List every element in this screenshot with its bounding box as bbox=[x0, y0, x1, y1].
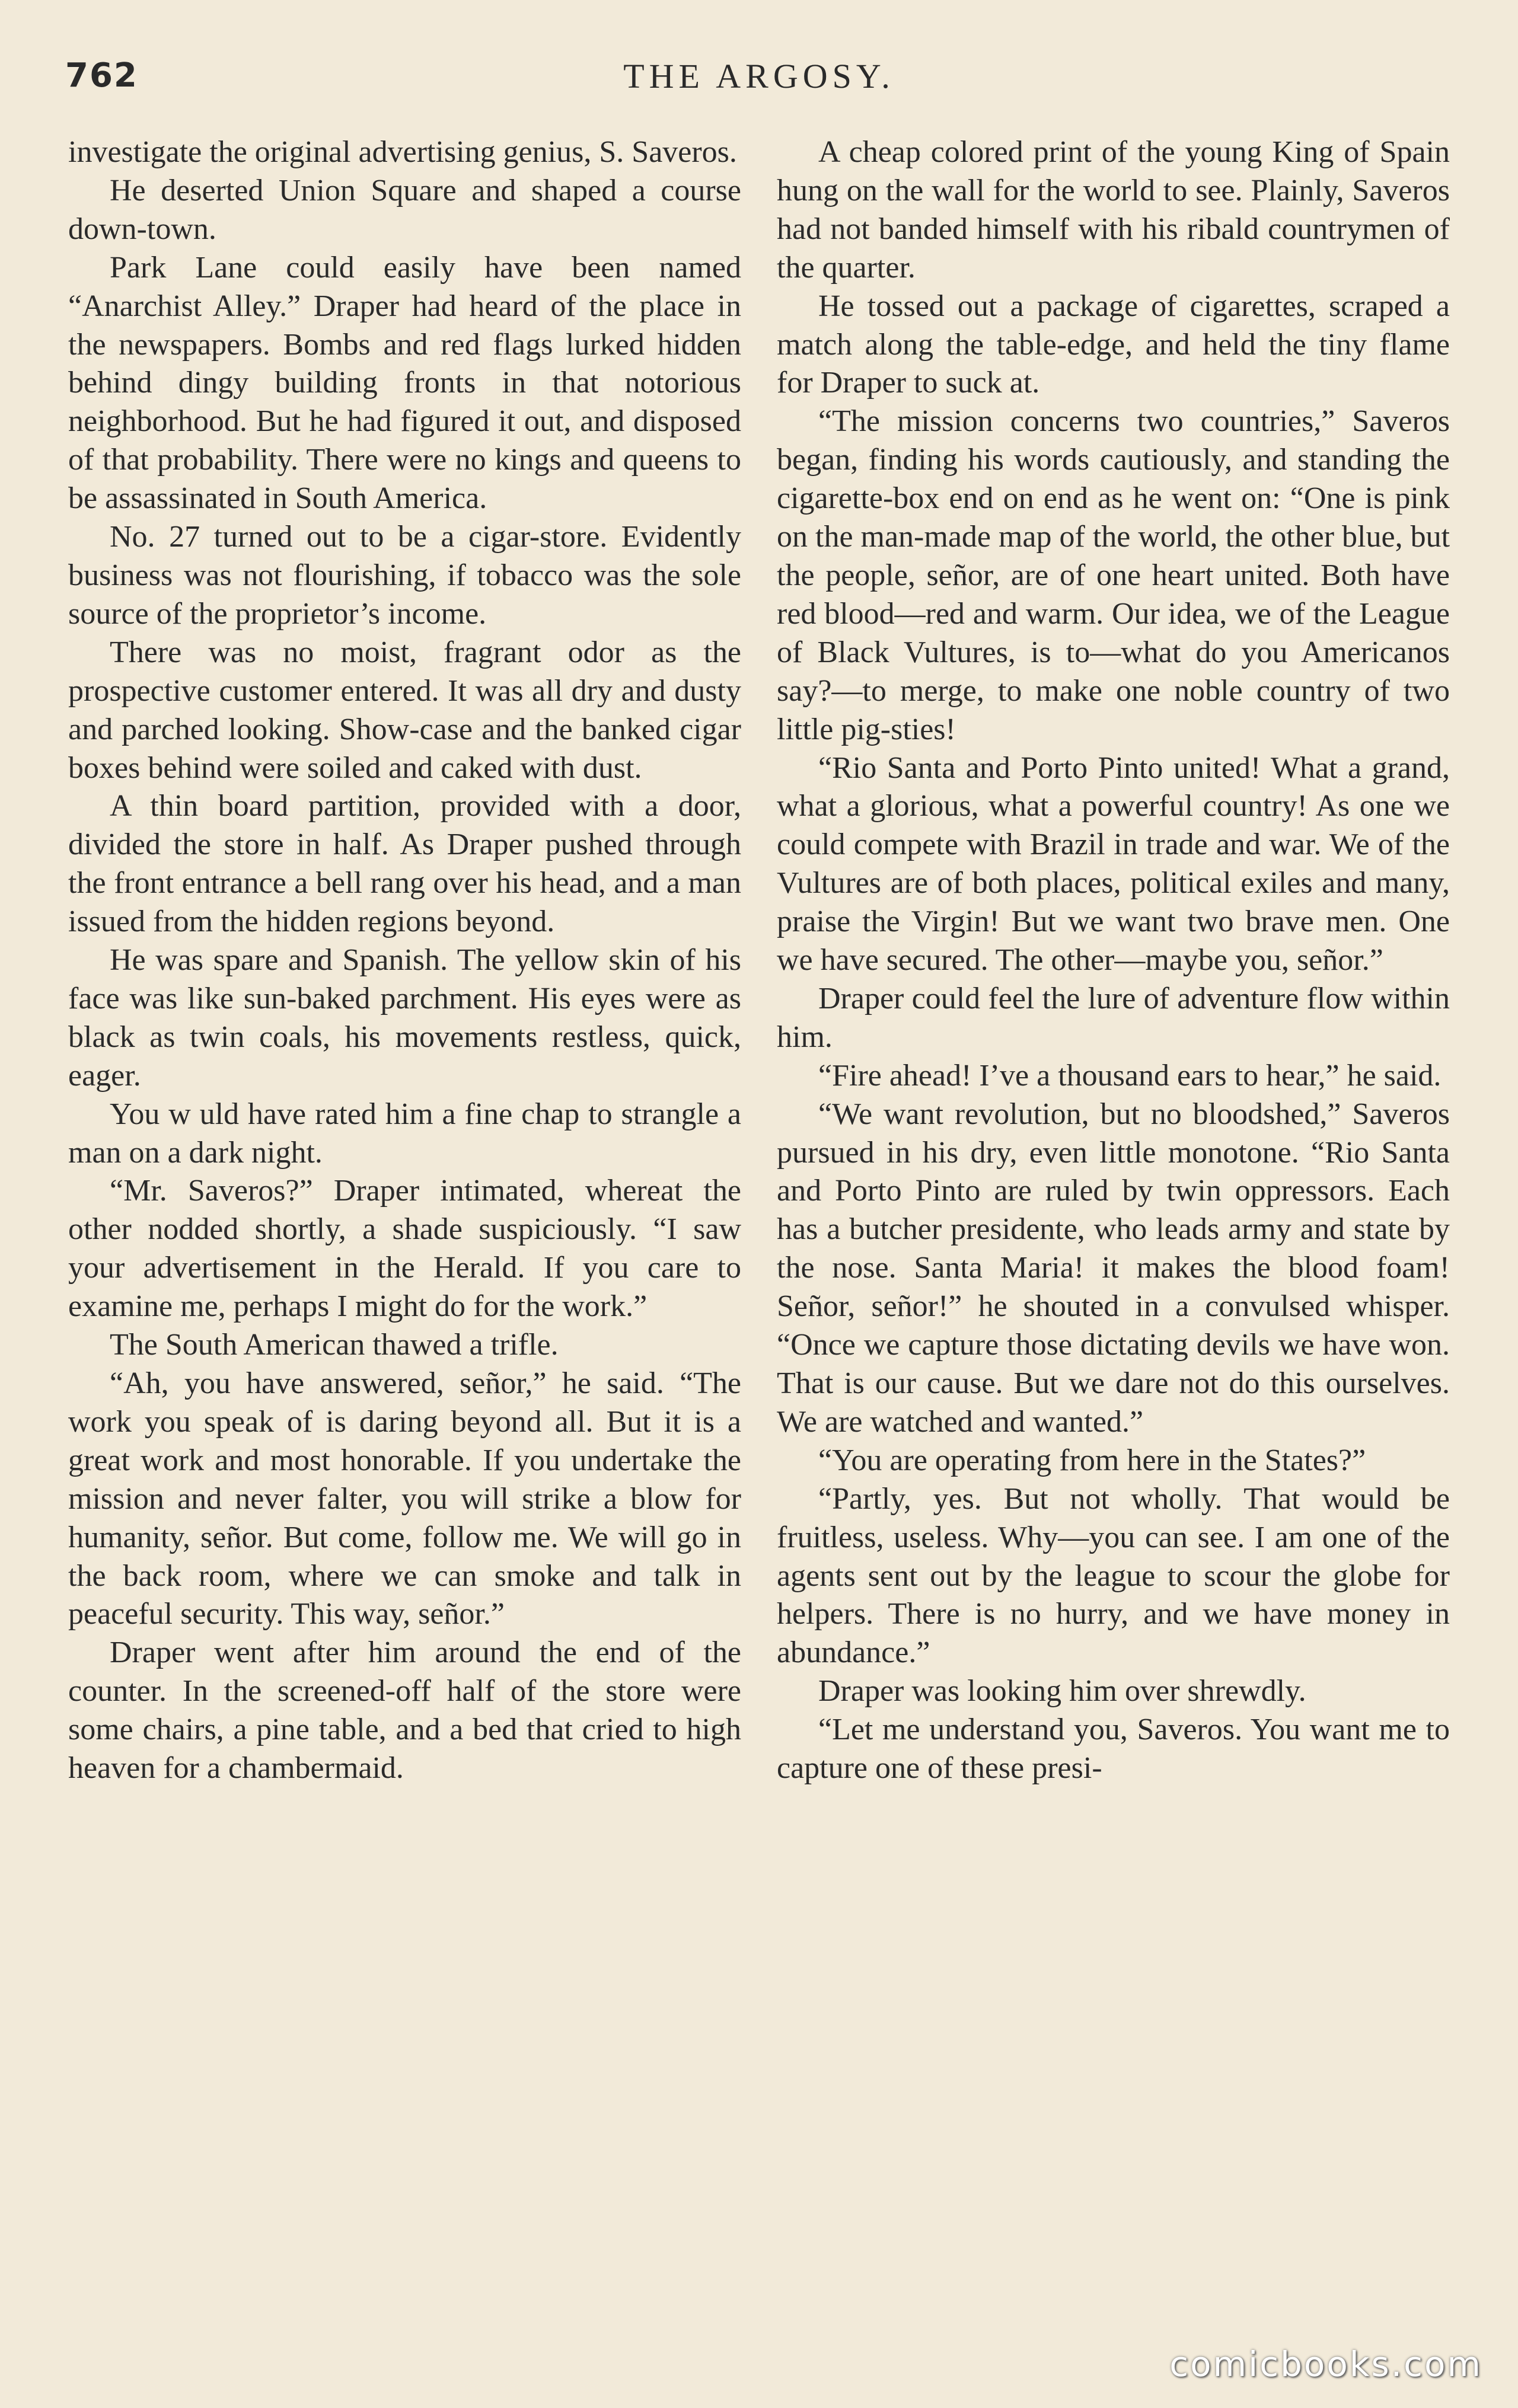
running-title: THE ARGOSY. bbox=[623, 57, 895, 95]
right-column bbox=[777, 133, 1450, 2339]
article-body bbox=[68, 133, 1450, 2339]
paragraph: “The mission concerns two countries,” Saveros began, finding his words cautiously, and standing the cigarette-box end on end as he went on: “One is pink on the man-made map of the world, the other blue, but the people, señor, are of one heart united. Both have red blood—red and warm. Our idea, we of the League of Black Vultures, is to—what do you Americanos say?—to merge, to make one noble country of two little pig-sties! bbox=[777, 404, 1450, 746]
paragraph: A thin board partition, provided with a door, divided the store in half. As Draper pushed through the front entrance a bell rang over his head, and a man issued from the hidden regions beyond. bbox=[68, 789, 741, 939]
paragraph: investigate the original advertising genius, S. Saveros. bbox=[68, 135, 737, 169]
paragraph: There was no moist, fragrant odor as the prospective customer entered. It was all dry and dusty and parched looking. Show-case and the banked cigar boxes behind were soiled and caked with dust. bbox=[68, 635, 741, 785]
paragraph: A cheap colored print of the young King of Spain hung on the wall for the world to see. Plainly, Saveros had not banded himself with his ribald countrymen of the quarter. bbox=[777, 135, 1450, 285]
paragraph: “Mr. Saveros?” Draper intimated, whereat the other nodded shortly, a shade suspiciously. “I saw your advertisement in the Herald. If you care to examine me, perhaps I might do for the work.” bbox=[68, 1174, 741, 1324]
paragraph: “Partly, yes. But not wholly. That would be fruitless, useless. Why—you can see. I am one of the agents sent out by the league to scour the globe for helpers. There is no hurry, and we have money in abundance.” bbox=[777, 1481, 1450, 1670]
paragraph: The South American thawed a trifle. bbox=[110, 1328, 559, 1362]
paragraph: Draper could feel the lure of adventure flow within him. bbox=[777, 981, 1450, 1054]
paragraph: “Let me understand you, Saveros. You want me to capture one of these presi- bbox=[777, 1713, 1450, 1786]
paragraph: Draper was looking him over shrewdly. bbox=[818, 1674, 1306, 1708]
paragraph: “Ah, you have answered, señor,” he said. “The work you speak of is daring beyond all. But it is a great work and most honorable. If you undertake the mission and never falter, you will strike a blow for humanity, señor. But come, follow me. We will go in the back room, where we can smoke and talk in peaceful security. This way, señor.” bbox=[68, 1366, 741, 1631]
paragraph: “You are operating from here in the States?” bbox=[818, 1443, 1366, 1477]
watermark: comicbooks.com bbox=[1169, 2344, 1482, 2384]
page-header bbox=[65, 56, 1453, 110]
paragraph: Park Lane could easily have been named “Anarchist Alley.” Draper had heard of the place in the newspapers. Bombs and red flags lurked hidden behind dingy building fronts in that notorious neighborhood. But he had figured it out, and disposed of that probability. There were no kings and queens to be assassinated in South America. bbox=[68, 250, 741, 516]
page-number: 762 bbox=[65, 56, 138, 95]
paragraph: You w uld have rated him a fine chap to strangle a man on a dark night. bbox=[68, 1097, 741, 1170]
paragraph: He deserted Union Square and shaped a course down-town. bbox=[68, 173, 741, 246]
paragraph: Draper went after him around the end of the counter. In the screened-off half of the store were some chairs, a pine table, and a bed that cried to high heaven for a chambermaid. bbox=[68, 1636, 741, 1786]
paragraph: “Rio Santa and Porto Pinto united! What a grand, what a glorious, what a powerful country! As one we could compete with Brazil in trade and war. We of the Vultures are of both places, political exiles and many, praise the Virgin! But we want two brave men. One we have secured. The other—maybe you, señor.” bbox=[777, 750, 1450, 978]
paragraph: “We want revolution, but no bloodshed,” Saveros pursued in his dry, even little monotone. “Rio Santa and Porto Pinto are ruled by twin oppressors. Each has a butcher presidente, who leads army and state by the nose. Santa Maria! it makes the blood foam! Señor, señor!” he shouted in a convulsed whisper. “Once we capture those dictating devils we have won. That is our cause. But we dare not do this ourselves. We are watched and wanted.” bbox=[777, 1097, 1450, 1439]
paragraph: “Fire ahead! I’ve a thousand ears to hear,” he said. bbox=[818, 1058, 1442, 1093]
paragraph: He tossed out a package of cigarettes, scraped a match along the table-edge, and held the tiny flame for Draper to suck at. bbox=[777, 289, 1450, 400]
paragraph: No. 27 turned out to be a cigar-store. Evidently business was not flourishing, if tobacco was the sole source of the proprietor’s income. bbox=[68, 520, 741, 631]
left-column bbox=[68, 133, 741, 2339]
paragraph: He was spare and Spanish. The yellow skin of his face was like sun-baked parchment. His eyes were as black as twin coals, his movements restless, quick, eager. bbox=[68, 943, 741, 1093]
